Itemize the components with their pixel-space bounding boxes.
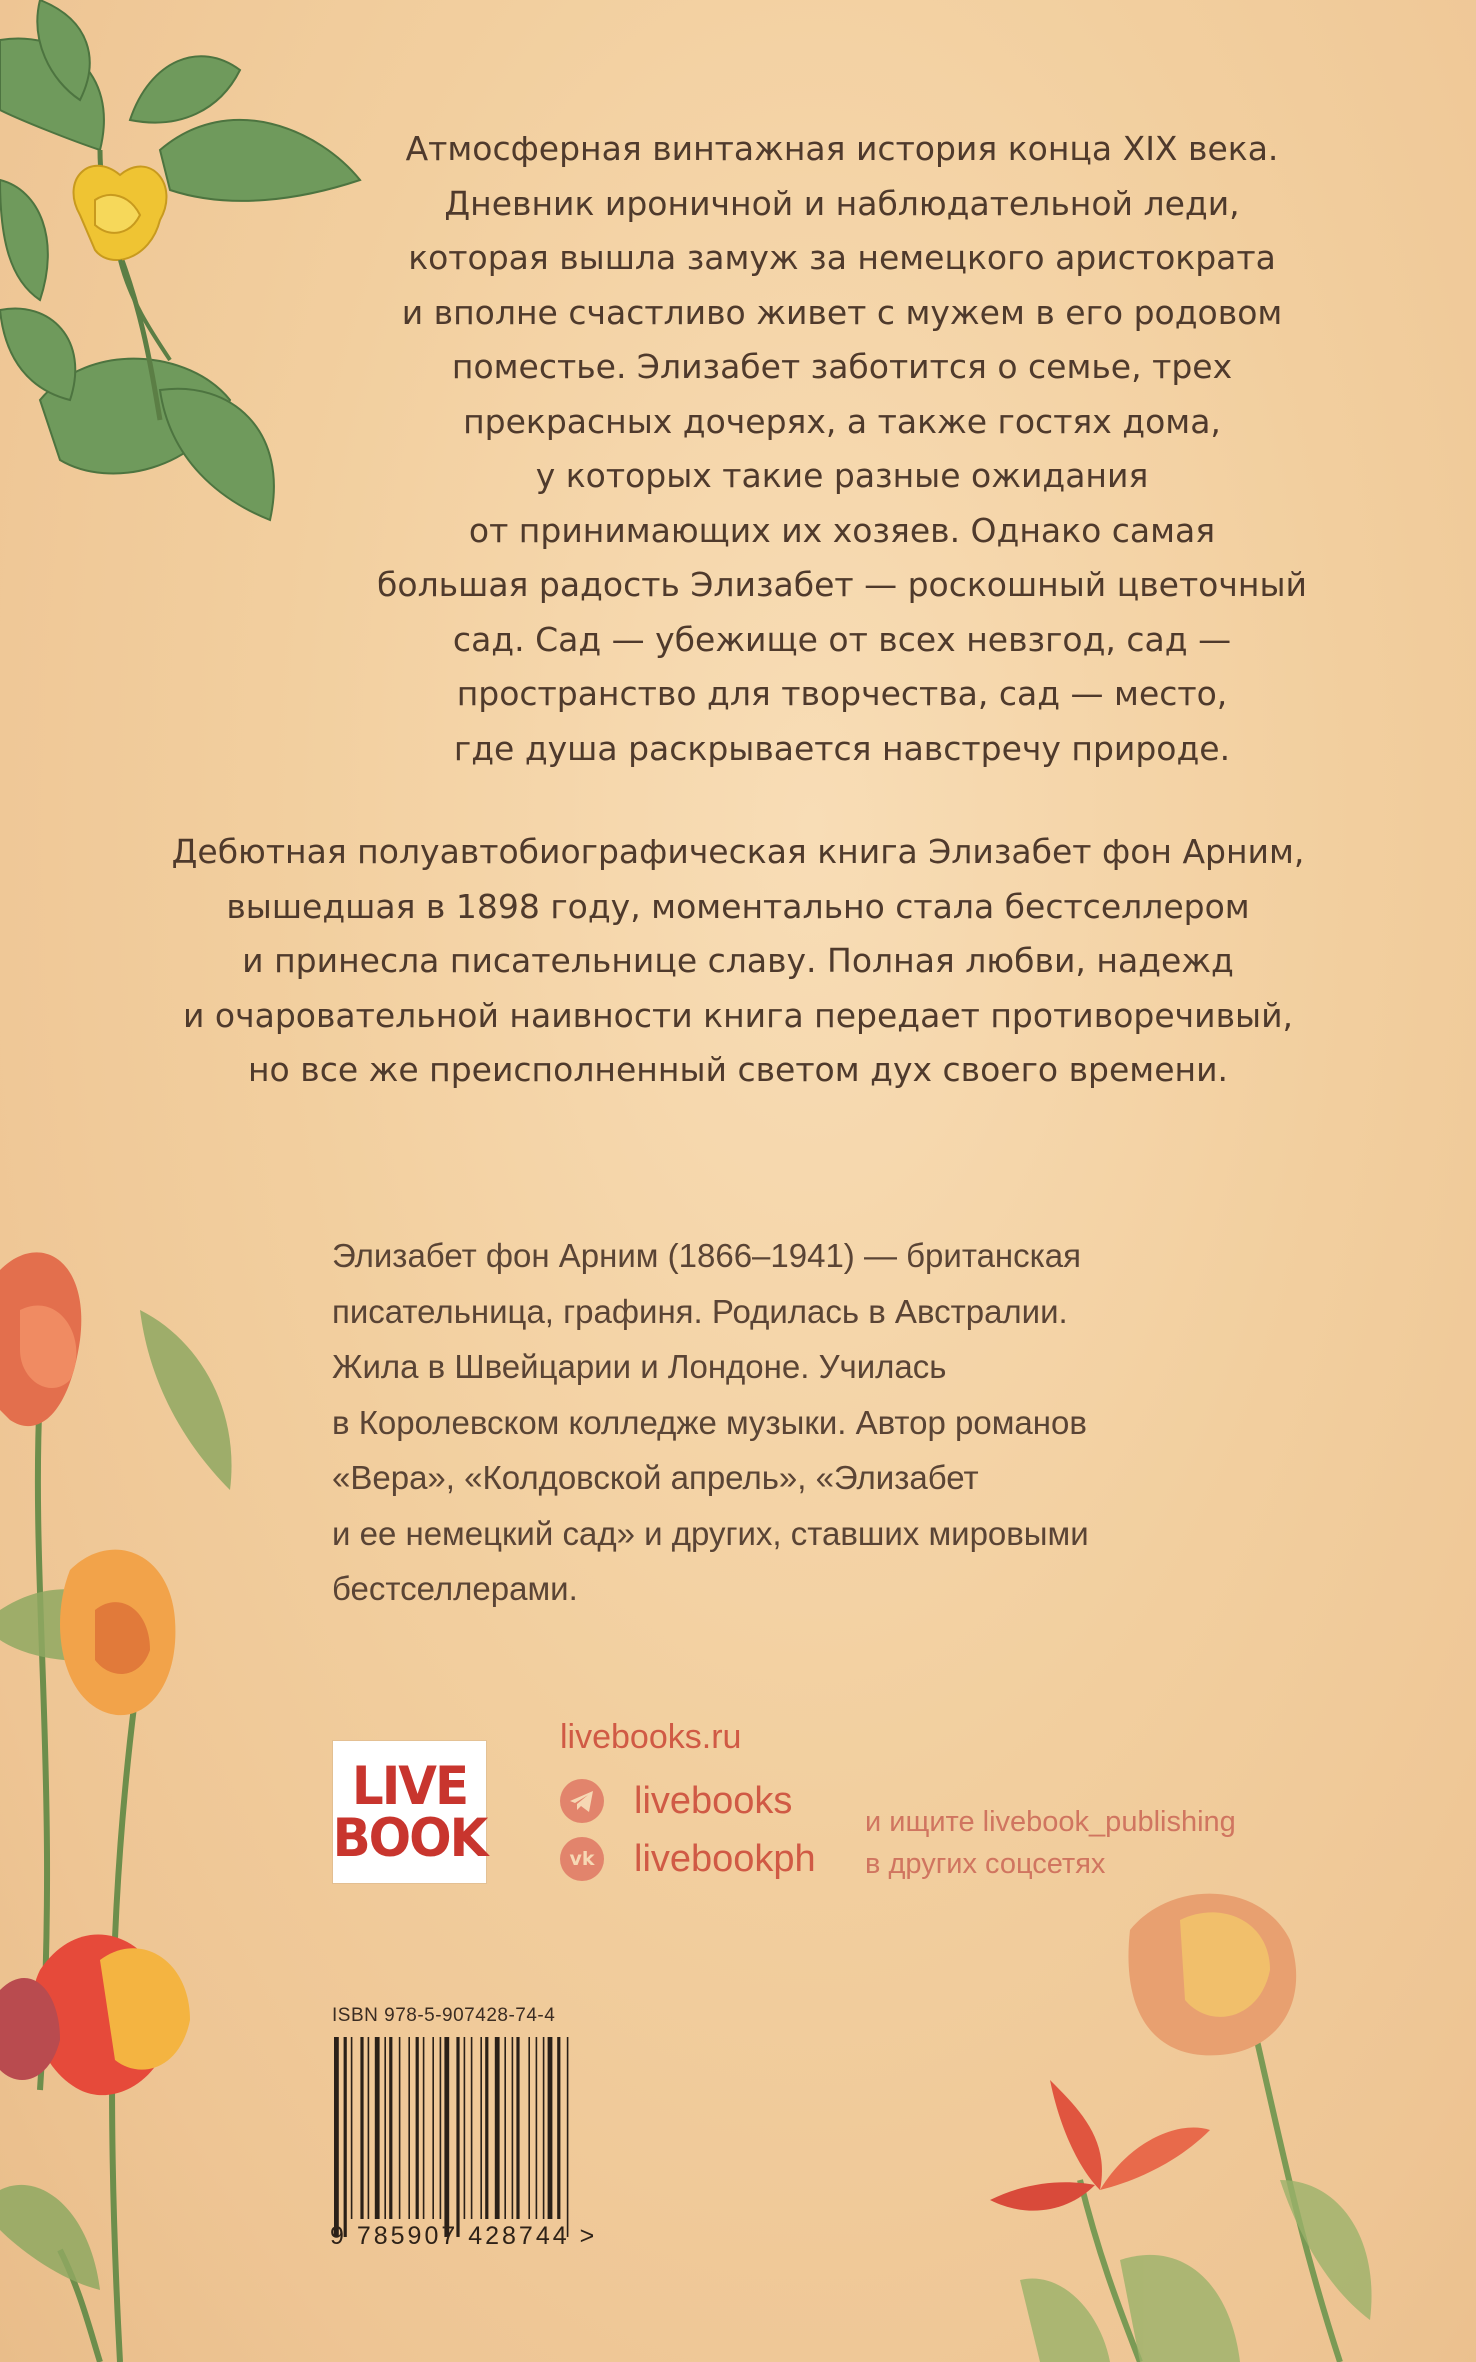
tulips-illustration-right	[900, 1880, 1476, 2362]
barcode-number: 9 785907 428744 >	[330, 2222, 598, 2250]
bio-line: в Королевском колледже музыки. Автор романов	[332, 1403, 1087, 1441]
description-line: где душа раскрывается навстречу природе.	[453, 728, 1231, 768]
bio-line: Жила в Швейцарии и Лондоне. Училась	[332, 1348, 947, 1385]
about-line: и принесла писательнице славу. Полная любви, надежд	[242, 941, 1234, 980]
about-line: но все же преисполненный светом дух своего времени.	[247, 1050, 1229, 1089]
logo-line-book: BOOK	[332, 1807, 487, 1869]
description-line: пространство для творчества, сад — место,	[456, 674, 1228, 713]
book-description	[330, 122, 1354, 776]
description-line: у которых такие разные ожидания	[535, 456, 1149, 495]
yellow-flower-illustration	[0, 0, 380, 600]
bio-line: «Вера», «Колдовской апрель», «Элизабет	[332, 1459, 979, 1496]
isbn-label: ISBN 978-5-907428-74-4	[332, 2005, 556, 2026]
about-line: Дебютная полуавтобиографическая книга Элизабет фон Арним,	[171, 832, 1305, 871]
about-line: и очаровательной наивности книга передает противоречивый,	[182, 995, 1294, 1035]
description-line: от принимающих их хозяев. Однако самая	[468, 510, 1216, 550]
telegram-handle: livebooks	[634, 1779, 793, 1822]
social-hint-line: и ищите livebook_publishing	[865, 1806, 1236, 1838]
bio-line: бестселлерами.	[332, 1570, 578, 1607]
vk-link[interactable]	[560, 1837, 816, 1881]
description-line: Дневник ироничной и наблюдательной леди,	[444, 183, 1240, 223]
description-line: сад. Сад — убежище от всех невзгод, сад —	[452, 619, 1232, 659]
description-line: Атмосферная винтажная история конца XIX века.	[405, 129, 1279, 168]
author-bio	[332, 1228, 1292, 1617]
about-book	[90, 825, 1386, 1098]
bio-line: Элизабет фон Арним (1866–1941) — британская	[332, 1237, 1082, 1274]
bio-line: писательница, графиня. Родилась в Австралии.	[332, 1292, 1068, 1330]
website-link[interactable]: livebooks.ru	[560, 1718, 742, 1756]
livebook-logo	[333, 1741, 486, 1883]
vk-icon: vk	[560, 1837, 604, 1881]
logo-line-live: LIVE	[351, 1755, 468, 1817]
description-line: и вполне счастливо живет с мужем в его родовом	[401, 292, 1283, 332]
telegram-link[interactable]	[560, 1779, 792, 1823]
social-hint-line: в других соцсетях	[865, 1848, 1106, 1880]
description-line: большая радость Элизабет — роскошный цветочный	[377, 565, 1307, 604]
description-line: прекрасных дочерях, а также гостях дома,	[463, 401, 1221, 441]
bio-line: и ее немецкий сад» и других, ставших мировыми	[332, 1514, 1089, 1552]
barcode	[332, 2037, 632, 2249]
vk-handle: livebookph	[634, 1837, 816, 1880]
telegram-icon	[560, 1779, 604, 1823]
description-line: которая вышла замуж за немецкого аристократа	[408, 238, 1276, 277]
red-tulips-illustration-left	[0, 1190, 260, 2362]
about-line: вышедшая в 1898 году, моментально стала бестселлером	[226, 886, 1250, 926]
description-line: поместье. Элизабет заботится о семье, трех	[451, 347, 1233, 386]
